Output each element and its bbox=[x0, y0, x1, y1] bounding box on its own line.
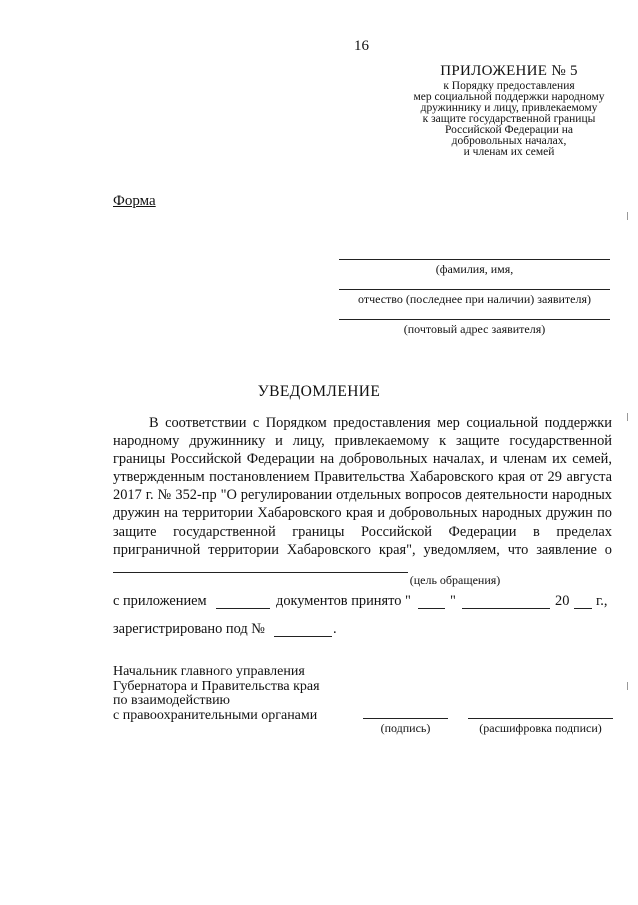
purpose-caption: (цель обращения) bbox=[409, 573, 501, 587]
quote-close: " bbox=[450, 593, 456, 609]
attachment-count-field[interactable] bbox=[216, 608, 270, 609]
official-position bbox=[113, 665, 320, 723]
day-field[interactable] bbox=[418, 608, 445, 609]
appendix-line: к Порядку предоставления bbox=[443, 80, 575, 92]
registered-suffix: . bbox=[333, 621, 337, 637]
registration-number-field[interactable] bbox=[274, 636, 332, 637]
official-line: Начальник главного управления bbox=[113, 664, 305, 679]
year-prefix: 20 bbox=[555, 593, 570, 609]
attachment-prefix: с приложением bbox=[113, 593, 207, 609]
applicant-patronymic-line[interactable] bbox=[339, 289, 610, 290]
registered-prefix: зарегистрировано под № bbox=[113, 621, 266, 637]
signature-line[interactable] bbox=[363, 718, 448, 719]
applicant-patronymic-caption: отчество (последнее при наличии) заявителя) bbox=[357, 292, 591, 306]
scan-mark bbox=[627, 413, 628, 421]
appendix-line: мер социальной поддержки народному bbox=[413, 91, 605, 103]
attachment-docs-text: документов принято " bbox=[276, 593, 411, 609]
applicant-address-caption: (почтовый адрес заявителя) bbox=[403, 322, 546, 336]
appendix-line: Российской Федерации на bbox=[445, 124, 573, 136]
notice-body-text: В соответствии с Порядком предоставления мер социальной поддержки народному дружиннику и лицу, привлекаемому к защите государственной границы Российской Федерации на добровольных началах, и членам их семей, утвержденным постановлением Правительства Хабаровского края от 29 августа 2017 г. № 352-пр "О регулировании отдельных вопросов деятельности народных дружин на территории Хабаровского края и добровольных народных дружин по защите государственной границы Российской Федерации в пределах приграничной территории Хабаровского края", уведомляем, что заявление о bbox=[113, 415, 612, 558]
signature-caption: (подпись) bbox=[380, 721, 431, 735]
year-suffix: г., bbox=[596, 593, 608, 609]
notice-title: УВЕДОМЛЕНИЕ bbox=[257, 383, 381, 400]
appendix-block bbox=[380, 62, 638, 158]
official-line: по взаимодействию bbox=[113, 693, 231, 708]
appendix-title: ПРИЛОЖЕНИЕ № 5 bbox=[440, 63, 578, 79]
page-number: 16 bbox=[354, 38, 369, 54]
appendix-line: добровольных началах, bbox=[451, 135, 567, 147]
notice-body bbox=[113, 414, 612, 578]
purpose-field[interactable] bbox=[113, 559, 408, 573]
year-field[interactable] bbox=[574, 608, 592, 609]
decryption-line[interactable] bbox=[468, 718, 613, 719]
official-line: с правоохранительными органами bbox=[113, 707, 318, 723]
appendix-line: и членам их семей bbox=[463, 146, 555, 158]
month-field[interactable] bbox=[462, 608, 550, 609]
decryption-caption: (расшифровка подписи) bbox=[479, 721, 602, 735]
official-line: Губернатора и Правительства края bbox=[113, 678, 320, 694]
scan-mark bbox=[627, 682, 628, 690]
applicant-name-caption: (фамилия, имя, bbox=[435, 262, 514, 276]
scan-mark bbox=[627, 212, 628, 220]
applicant-address-line[interactable] bbox=[339, 319, 610, 320]
applicant-name-line[interactable] bbox=[339, 259, 610, 260]
appendix-line: дружиннику и лицу, привлекаемому bbox=[420, 102, 598, 114]
appendix-line: к защите государственной границы bbox=[422, 113, 596, 125]
form-label: Форма bbox=[113, 193, 156, 209]
